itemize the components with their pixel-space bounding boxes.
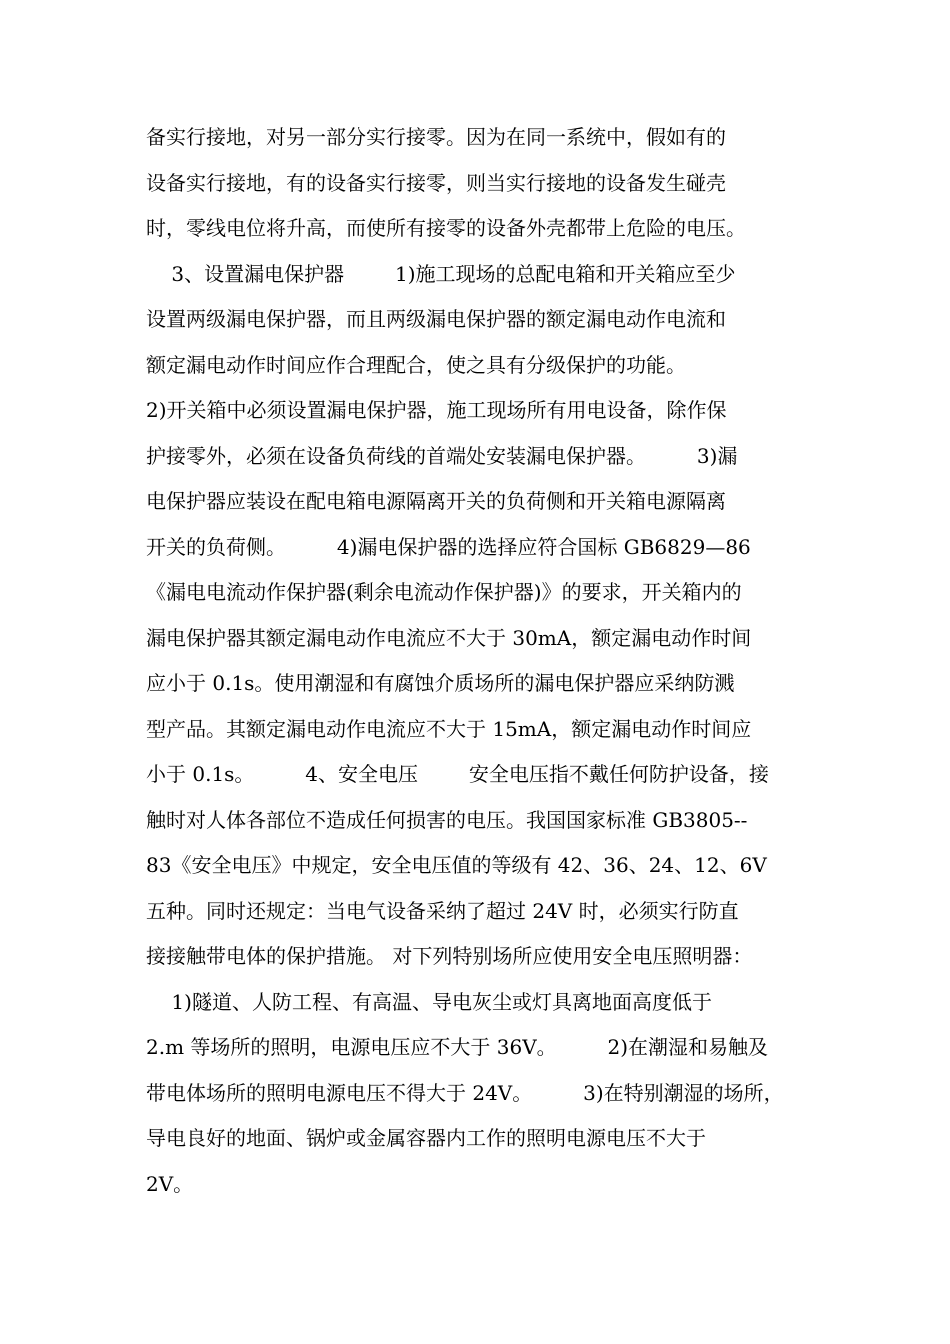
text-line: 应小于 0.1s。使用潮湿和有腐蚀介质场所的漏电保护器应采纳防溅 <box>146 671 735 695</box>
body-text <box>146 115 826 1207</box>
text-line: 2V。 <box>146 1171 194 1196</box>
text-line: 接接触带电体的保护措施。 对下列特别场所应使用安全电压照明器： <box>146 944 753 968</box>
text-line: 2.m 等场所的照明，电源电压应不大于 36V。 2)在潮湿和易触及 <box>146 1035 769 1059</box>
text-line: 触时对人体各部位不造成任何损害的电压。我国国家标准 GB3805-- <box>146 807 748 832</box>
text-line: 设置两级漏电保护器，而且两级漏电保护器的额定漏电动作电流和 <box>146 307 726 331</box>
text-line: 开关的负荷侧。 4)漏电保护器的选择应符合国标 GB6829—86 <box>146 534 751 559</box>
text-line: 设备实行接地，有的设备实行接零，则当实行接地的设备发生碰壳 <box>146 170 726 195</box>
text-line: 护接零外，必须在设备负荷线的首端处安装漏电保护器。 3)漏 <box>146 443 738 468</box>
text-line: 1)隧道、人防工程、有高温、导电灰尘或灯具离地面高度低于 <box>146 989 712 1014</box>
text-line: 额定漏电动作时间应作合理配合，使之具有分级保护的功能。 <box>146 352 686 377</box>
text-line: 带电体场所的照明电源电压不得大于 24V。 3)在特别潮湿的场所， <box>146 1080 784 1105</box>
text-line: 时，零线电位将升高，而使所有接零的设备外壳都带上危险的电压。 <box>146 216 746 240</box>
text-line: 漏电保护器其额定漏电动作电流应不大于 30mA，额定漏电动作时间 <box>146 625 752 650</box>
text-line: 《漏电电流动作保护器(剩余电流动作保护器)》的要求，开关箱内的 <box>146 580 742 604</box>
text-line: 83《安全电压》中规定，安全电压值的等级有 42、36、24、12、6V <box>146 853 767 877</box>
text-line: 2)开关箱中必须设置漏电保护器，施工现场所有用电设备，除作保 <box>146 398 727 422</box>
text-line: 五种。同时还规定：当电气设备采纳了超过 24V 时，必须实行防直 <box>146 898 739 923</box>
text-line: 小于 0.1s。 4、安全电压 安全电压指不戴任何防护设备，接 <box>146 762 769 786</box>
text-line: 电保护器应装设在配电箱电源隔离开关的负荷侧和开关箱电源隔离 <box>146 489 726 513</box>
text-line: 备实行接地，对另一部分实行接零。因为在同一系统中，假如有的 <box>146 125 726 149</box>
text-line: 导电良好的地面、锅炉或金属容器内工作的照明电源电压不大于 <box>146 1126 706 1150</box>
text-line: 3、设置漏电保护器 1)施工现场的总配电箱和开关箱应至少 <box>146 261 736 286</box>
text-line: 型产品。其额定漏电动作电流应不大于 15mA，额定漏电动作时间应 <box>146 716 752 741</box>
